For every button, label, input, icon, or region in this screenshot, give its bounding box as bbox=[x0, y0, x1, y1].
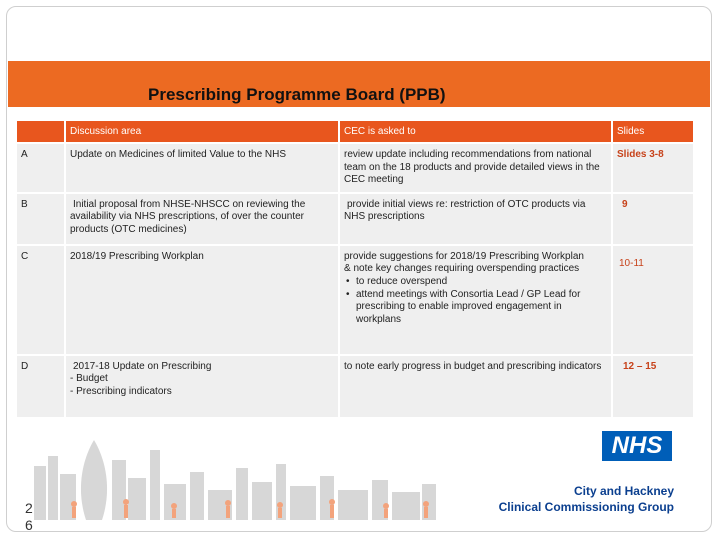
row-discussion-text: Initial proposal from NHSE-NHSCC on reviewing the availability via NHS prescriptions, of over the counter products (OTC medicines) bbox=[70, 198, 306, 235]
row-ask bbox=[339, 245, 612, 355]
row-slides bbox=[612, 245, 694, 355]
row-id: C bbox=[16, 245, 65, 355]
row-ask-bullets bbox=[344, 276, 607, 326]
row-discussion: Update on Medicines of limited Value to the NHS bbox=[65, 143, 339, 193]
table-row bbox=[16, 355, 694, 418]
row-ask bbox=[339, 193, 612, 245]
row-id: B bbox=[16, 193, 65, 245]
row-discussion-heading: 2017-18 Update on Prescribing bbox=[73, 360, 212, 372]
nhs-logo: NHS bbox=[602, 431, 672, 461]
row-discussion-items bbox=[70, 373, 334, 398]
row-slides: Slides 3-8 bbox=[612, 143, 694, 193]
row-id: D bbox=[16, 355, 65, 418]
row-discussion: 2018/19 Prescribing Workplan bbox=[65, 245, 339, 355]
list-item: • to reduce overspend bbox=[356, 276, 607, 289]
list-item: - Budget bbox=[70, 373, 334, 386]
row-discussion bbox=[65, 355, 339, 418]
row-slides-text: 9 bbox=[622, 198, 628, 210]
table-row bbox=[16, 143, 694, 193]
header-discussion: Discussion area bbox=[65, 121, 339, 143]
org-name-line2: Clinical Commissioning Group bbox=[498, 500, 674, 514]
list-item: - Prescribing indicators bbox=[70, 386, 334, 399]
row-id: A bbox=[16, 143, 65, 193]
header-ask: CEC is asked to bbox=[339, 121, 612, 143]
header-slides: Slides bbox=[612, 121, 694, 143]
row-slides-text: 10-11 bbox=[619, 257, 644, 269]
row-ask: review update including recommendations from national team on the 18 products and provide detailed views in the CEC meeting bbox=[339, 143, 612, 193]
agenda-table bbox=[15, 121, 695, 419]
row-ask-note: & note key changes requiring overspending practices bbox=[344, 263, 580, 275]
table-header-row bbox=[16, 121, 694, 143]
row-discussion bbox=[65, 193, 339, 245]
slide-title: Prescribing Programme Board (PPB) bbox=[148, 85, 446, 104]
row-slides bbox=[612, 355, 694, 418]
row-ask-intro: provide suggestions for 2018/19 Prescribing Workplan bbox=[344, 250, 584, 262]
row-ask-text: provide initial views re: restriction of OTC products via NHS prescriptions bbox=[344, 198, 586, 223]
page-number-digit: 2 bbox=[25, 500, 33, 516]
header-id bbox=[16, 121, 65, 143]
city-skyline-illustration bbox=[14, 420, 444, 520]
table-row bbox=[16, 193, 694, 245]
page-number bbox=[25, 500, 37, 534]
list-item: • attend meetings with Consortia Lead / GP Lead for prescribing to enable improved engagement in workplans bbox=[356, 289, 607, 327]
row-slides-text: 12 – 15 bbox=[623, 360, 657, 372]
table-row bbox=[16, 245, 694, 355]
row-slides bbox=[612, 193, 694, 245]
org-name-line1: City and Hackney bbox=[573, 484, 674, 498]
page-number-digit: 6 bbox=[25, 517, 33, 533]
row-ask: to note early progress in budget and prescribing indicators bbox=[339, 355, 612, 418]
